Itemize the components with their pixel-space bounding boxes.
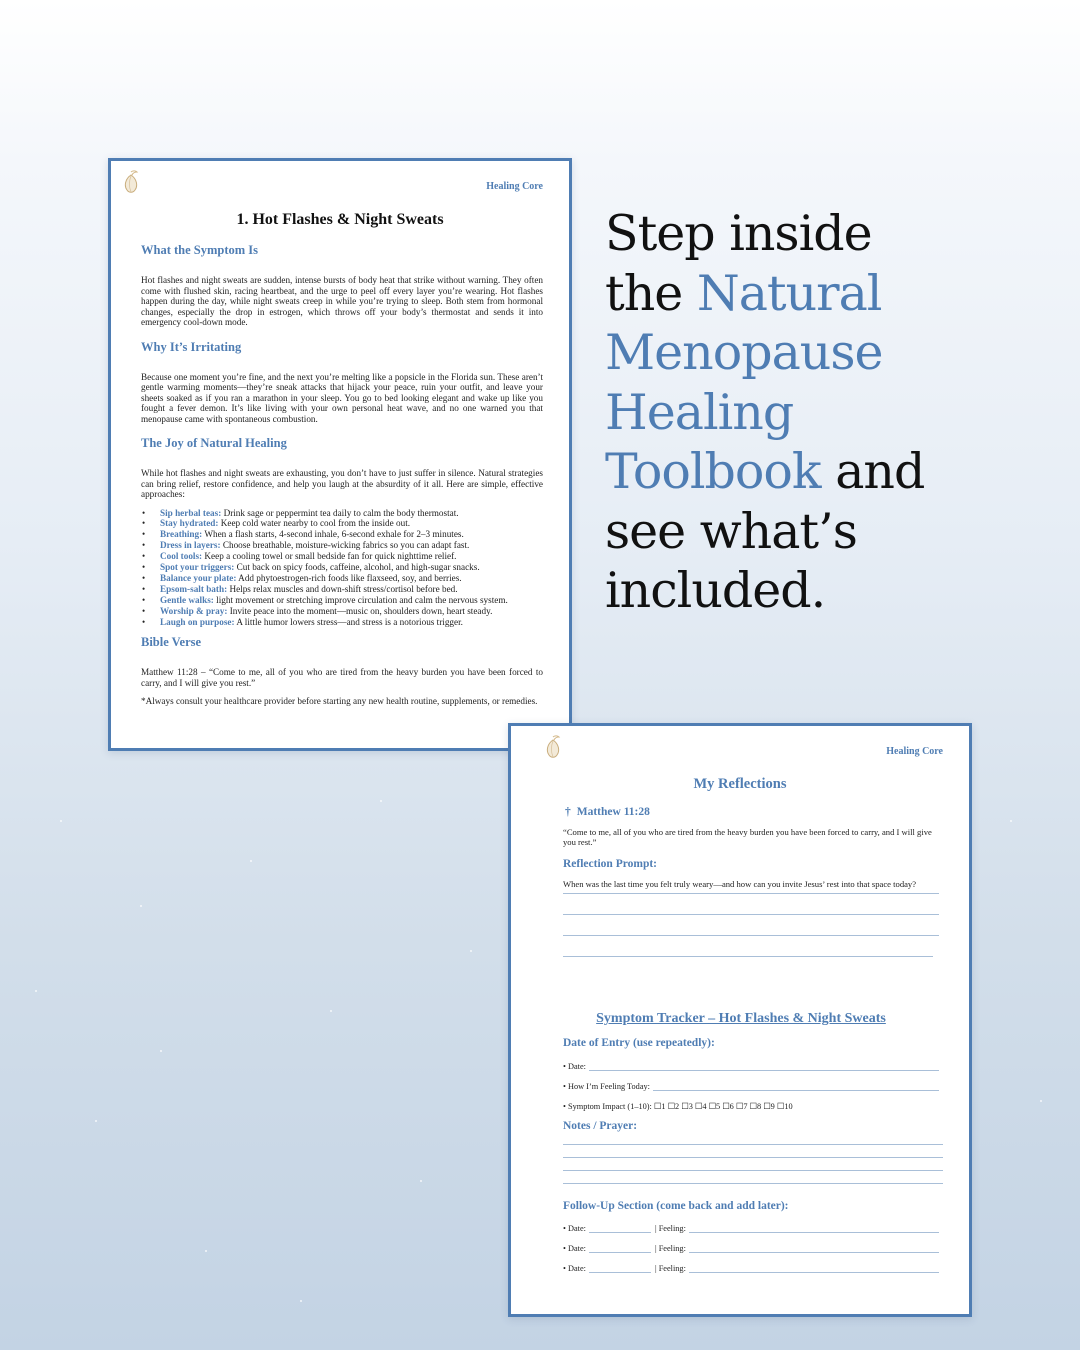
headline-line: see what’s (605, 502, 857, 560)
list-item: • Worship & pray: Invite peace into the moment—music on, shoulders down, heart steady. (141, 606, 543, 617)
disclaimer-text: *Always consult your healthcare provider before starting any new health routine, supplements, or remedies. (141, 696, 538, 707)
tips-list (141, 508, 543, 628)
verse-text: “Come to me, all of you who are tired from the heavy burden you have been forced to carry, and I will give you rest.” (563, 827, 932, 847)
brand-label: Healing Core (886, 746, 943, 757)
followup-row[interactable]: • Date: | Feeling: (563, 1262, 939, 1273)
page-title: 1. Hot Flashes & Night Sweats (236, 211, 444, 228)
onion-logo-icon (543, 734, 563, 760)
bible-verse-text: Matthew 11:28 – “Come to me, all of you who are tired from the heavy burden you have been forced to carry, and I will give you rest.” (141, 667, 543, 688)
section-text: Hot flashes and night sweats are sudden, intense bursts of body heat that strike without warning. They often come with flushed skin, racing heartbeat, and the urge to peel off every layer you’re wearing. Hot flashes happen during the day, while night sweats creep in while you’re trying to sleep. Both stem from hormonal changes, especially the drop in estrogen, which throws off your body’s thermostat and sends it into emergency cool-down mode. (141, 275, 543, 327)
page-content (563, 806, 939, 1282)
toolbook-page-reflections (508, 723, 972, 1317)
section-text: Because one moment you’re fine, and the next you’re melting like a popsicle in the Florida sun. These aren’t gentle warming moments—they’re sneak attacks that hijack your peace, ruin your outfit, and leave your sheets soaked as if you ran a marathon in your sleep. You go to bed looking elegant and wake up like you fought a fever demon. It’s like living with your own personal heat wave, and no one warned you that menopause came with spontaneous combustion. (141, 371, 543, 424)
symptom-impact-checkboxes[interactable]: • Symptom Impact (1–10): ☐1 ☐2 ☐3 ☐4 ☐5 ☐6 ☐7 ☐8 ☐9 ☐10 (563, 1102, 793, 1112)
list-item: • Cool tools: Keep a cooling towel or small bedside fan for quick nighttime relief. (141, 551, 543, 562)
headline-line: Toolbook and (605, 443, 925, 500)
cross-icon: † (565, 806, 571, 818)
section-heading: Why It’s Irritating (141, 339, 242, 354)
entry-heading: Date of Entry (use repeatedly): (563, 1037, 715, 1050)
reflection-prompt-text: When was the last time you felt truly weary—and how can you invite Jesus’ rest into that space today? (563, 878, 917, 889)
list-item: • Sip herbal teas: Drink sage or peppermint tea daily to calm the body thermostat. (141, 508, 543, 519)
notes-heading: Notes / Prayer: (563, 1120, 638, 1133)
list-item: • Breathing: When a flash starts, 4-second inhale, 6-second exhale for 2–3 minutes. (141, 529, 543, 540)
list-item: • Epsom-salt bath: Helps relax muscles and down-shift stress/cortisol before bed. (141, 584, 543, 595)
list-item: • Dress in layers: Choose breathable, moisture-wicking fabrics so you can adapt fast. (141, 540, 543, 551)
bible-verse-heading: Bible Verse (141, 635, 202, 650)
followup-row[interactable]: • Date: | Feeling: (563, 1242, 939, 1253)
headline-line: Menopause (605, 324, 883, 381)
list-item: • Gentle walks: light movement or stretching improve circulation and calm the nervous system. (141, 595, 543, 606)
followup-row[interactable]: • Date: | Feeling: (563, 1222, 939, 1233)
headline-line: the Natural (605, 264, 882, 322)
section-heading: The Joy of Natural Healing (141, 436, 287, 450)
headline-line: included. (605, 562, 826, 619)
notes-lines[interactable] (563, 1144, 939, 1184)
onion-logo-icon (121, 169, 141, 195)
tracker-title: Symptom Tracker – Hot Flashes & Night Sweats (596, 1011, 886, 1027)
reflection-prompt-heading: Reflection Prompt: (563, 857, 657, 870)
section-text: While hot flashes and night sweats are exhausting, you don’t have to just suffer in silence. Natural strategies can bring relief, restore confidence, and help you laugh at the absurdity of it all. Here are simple, effective approaches: (141, 468, 543, 499)
date-field[interactable]: • Date: (563, 1060, 939, 1071)
feeling-field[interactable]: • How I’m Feeling Today: (563, 1080, 939, 1091)
promo-headline (605, 204, 1045, 621)
page-title: My Reflections (693, 776, 787, 792)
followup-heading: Follow-Up Section (come back and add later): (563, 1200, 789, 1213)
brand-label: Healing Core (486, 181, 543, 192)
section-heading: What the Symptom Is (141, 243, 259, 257)
verse-reference: † Matthew 11:28 (565, 806, 650, 818)
list-item: • Laugh on purpose: A little humor lowers stress—and stress is a notorious trigger. (141, 617, 543, 628)
reflection-lines (563, 893, 939, 957)
headline-line: Healing (605, 383, 794, 441)
list-item: • Spot your triggers: Cut back on spicy foods, caffeine, alcohol, and high-sugar snacks. (141, 562, 543, 573)
page-content (141, 243, 543, 715)
list-item: • Balance your plate: Add phytoestrogen-rich foods like flaxseed, soy, and berries. (141, 573, 543, 584)
headline-line: Step inside (605, 205, 872, 262)
list-item: • Stay hydrated: Keep cold water nearby to cool from the inside out. (141, 518, 543, 529)
toolbook-page-hot-flashes (108, 158, 572, 751)
